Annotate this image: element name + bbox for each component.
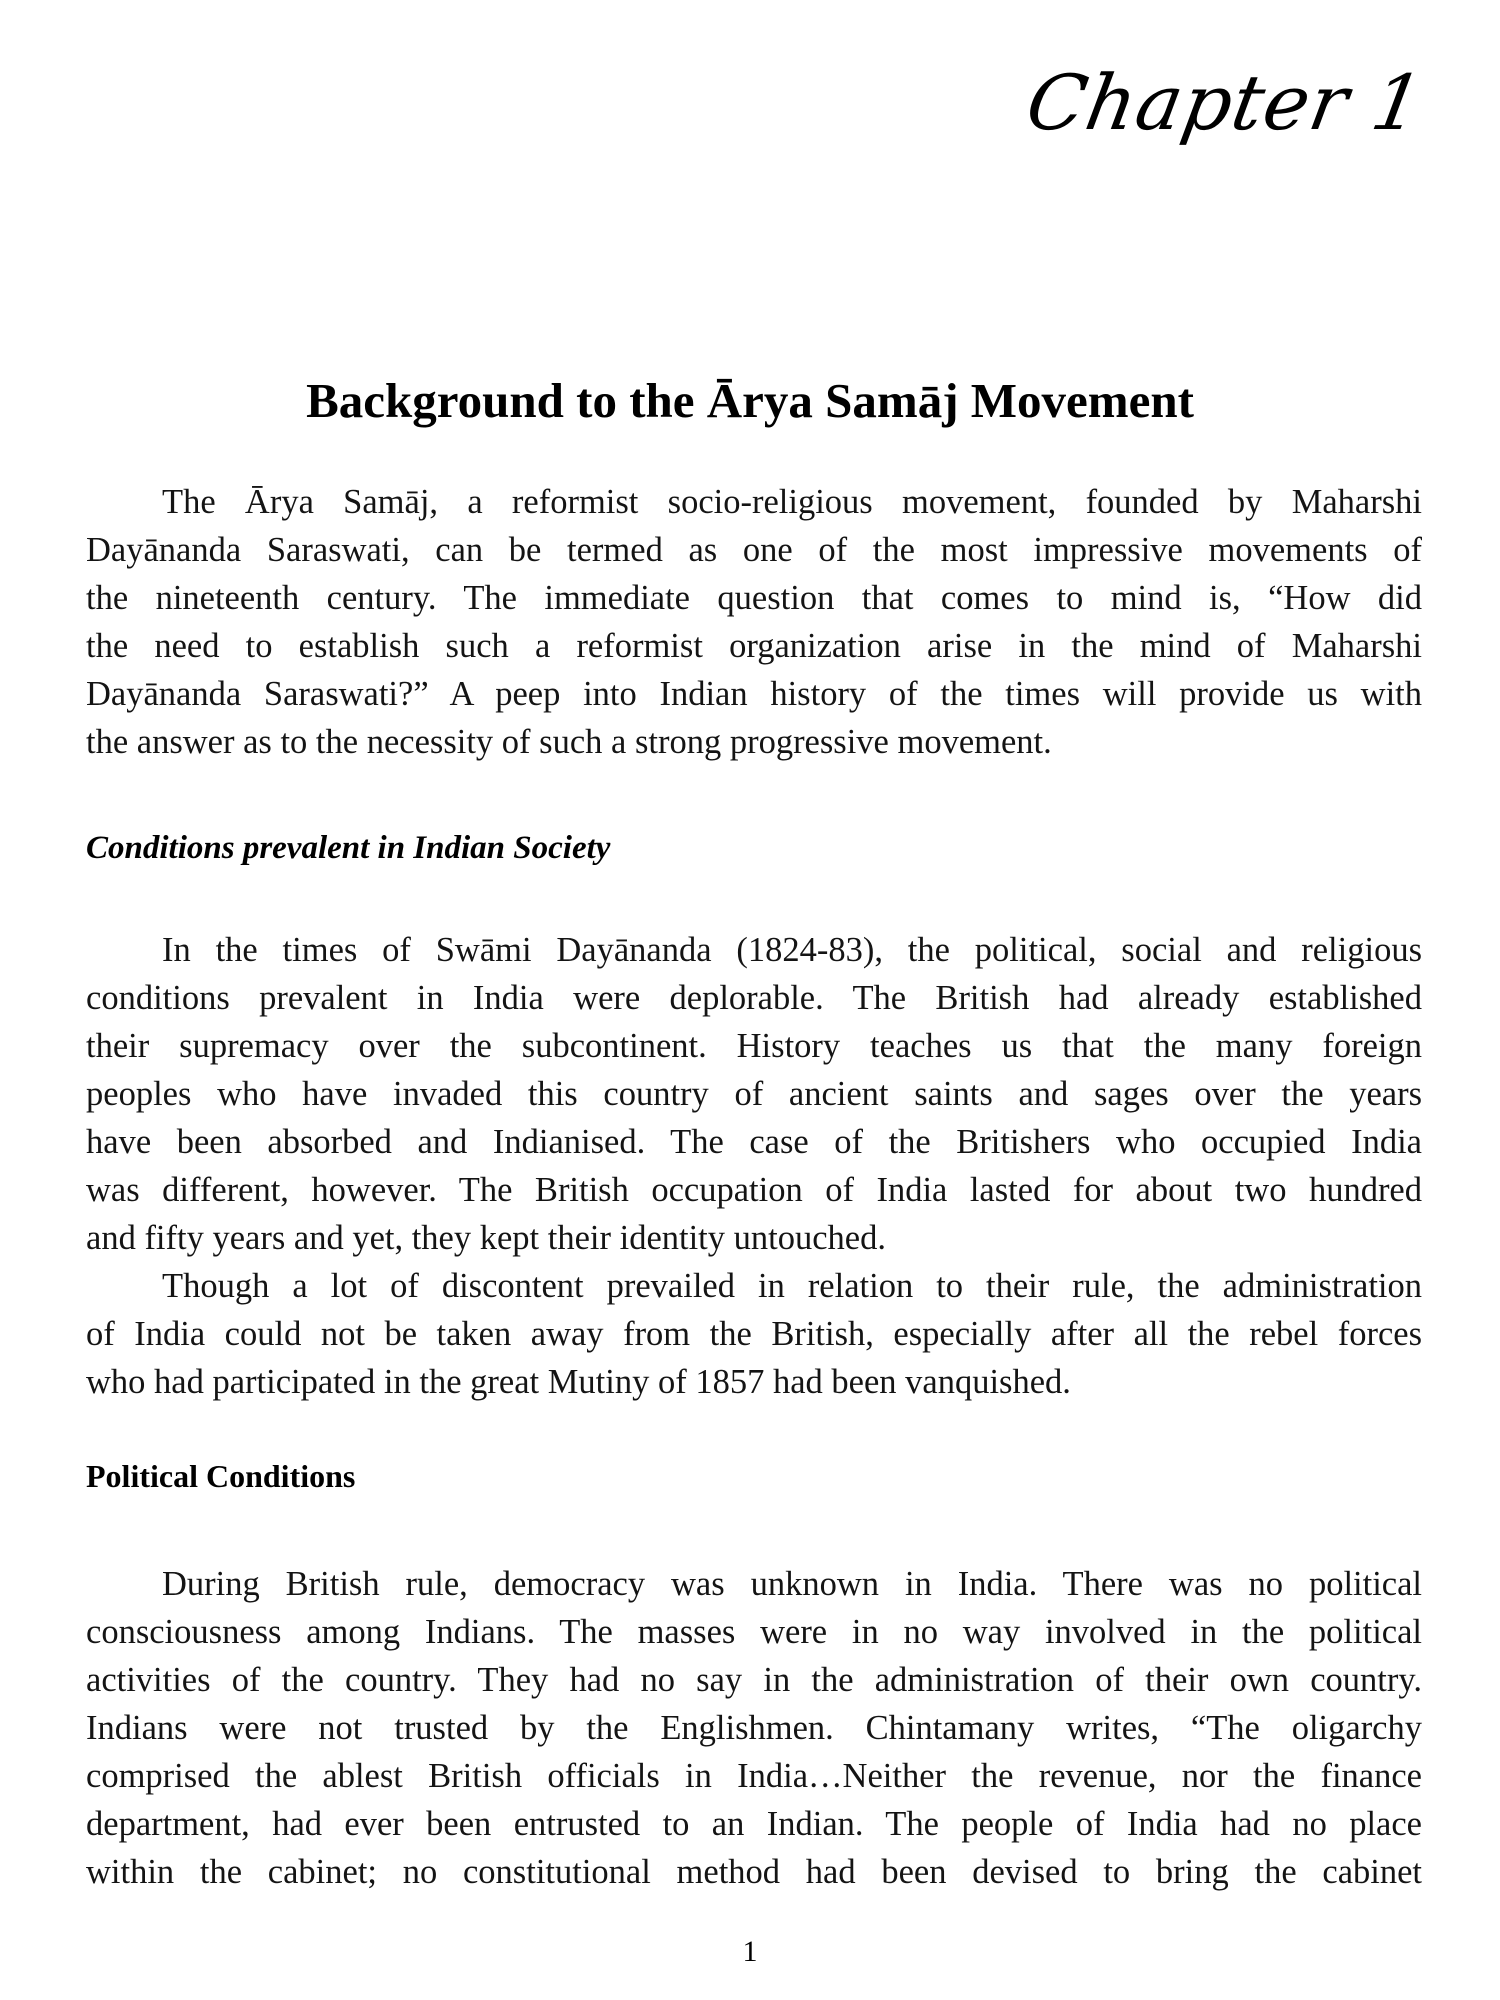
text-line: the need to establish such a reformist organization arise in the mind of Maharshi	[86, 627, 1422, 665]
text-line: activities of the country. They had no say in the administration of their own country.	[86, 1661, 1422, 1699]
page-number: 1	[742, 1935, 758, 1968]
text-line: peoples who have invaded this country of ancient saints and sages over the years	[86, 1075, 1422, 1113]
section-heading-society: Conditions prevalent in Indian Society	[86, 830, 611, 866]
text-line: within the cabinet; no constitutional method had been devised to bring the cabinet	[86, 1853, 1422, 1891]
text-line: The Ārya Samāj, a reformist socio-religious movement, founded by Maharshi	[162, 483, 1422, 521]
text-line: comprised the ablest British officials in India…Neither the revenue, nor the finance	[86, 1757, 1422, 1795]
text-line: Though a lot of discontent prevailed in relation to their rule, the administration	[162, 1267, 1422, 1305]
text-line: In the times of Swāmi Dayānanda (1824-83), the political, social and religious	[162, 931, 1422, 969]
text-line: who had participated in the great Mutiny of 1857 had been vanquished.	[86, 1363, 1071, 1401]
text-line: consciousness among Indians. The masses were in no way involved in the political	[86, 1613, 1422, 1651]
text-line: was different, however. The British occupation of India lasted for about two hundred	[86, 1171, 1422, 1209]
text-line: have been absorbed and Indianised. The case of the Britishers who occupied India	[86, 1123, 1422, 1161]
text-line: and fifty years and yet, they kept their identity untouched.	[86, 1219, 886, 1257]
text-line: the nineteenth century. The immediate question that comes to mind is, “How did	[86, 579, 1422, 617]
chapter-title: Background to the Ārya Samāj Movement	[306, 373, 1194, 428]
text-line: Dayānanda Saraswati?” A peep into Indian history of the times will provide us with	[86, 675, 1422, 713]
text-line: During British rule, democracy was unknown in India. There was no political	[162, 1565, 1422, 1603]
text-line: Indians were not trusted by the Englishmen. Chintamany writes, “The oligarchy	[86, 1709, 1422, 1747]
text-line: Dayānanda Saraswati, can be termed as one of the most impressive movements of	[86, 531, 1422, 569]
text-line: department, had ever been entrusted to an Indian. The people of India had no place	[86, 1805, 1422, 1843]
text-line: conditions prevalent in India were deplorable. The British had already established	[86, 979, 1422, 1017]
section-heading-political: Political Conditions	[86, 1458, 356, 1494]
text-line: of India could not be taken away from the British, especially after all the rebel forces	[86, 1315, 1422, 1353]
text-line: their supremacy over the subcontinent. History teaches us that the many foreign	[86, 1027, 1422, 1065]
text-line: the answer as to the necessity of such a strong progressive movement.	[86, 723, 1052, 761]
chapter-label: Chapter 1	[1019, 58, 1430, 147]
